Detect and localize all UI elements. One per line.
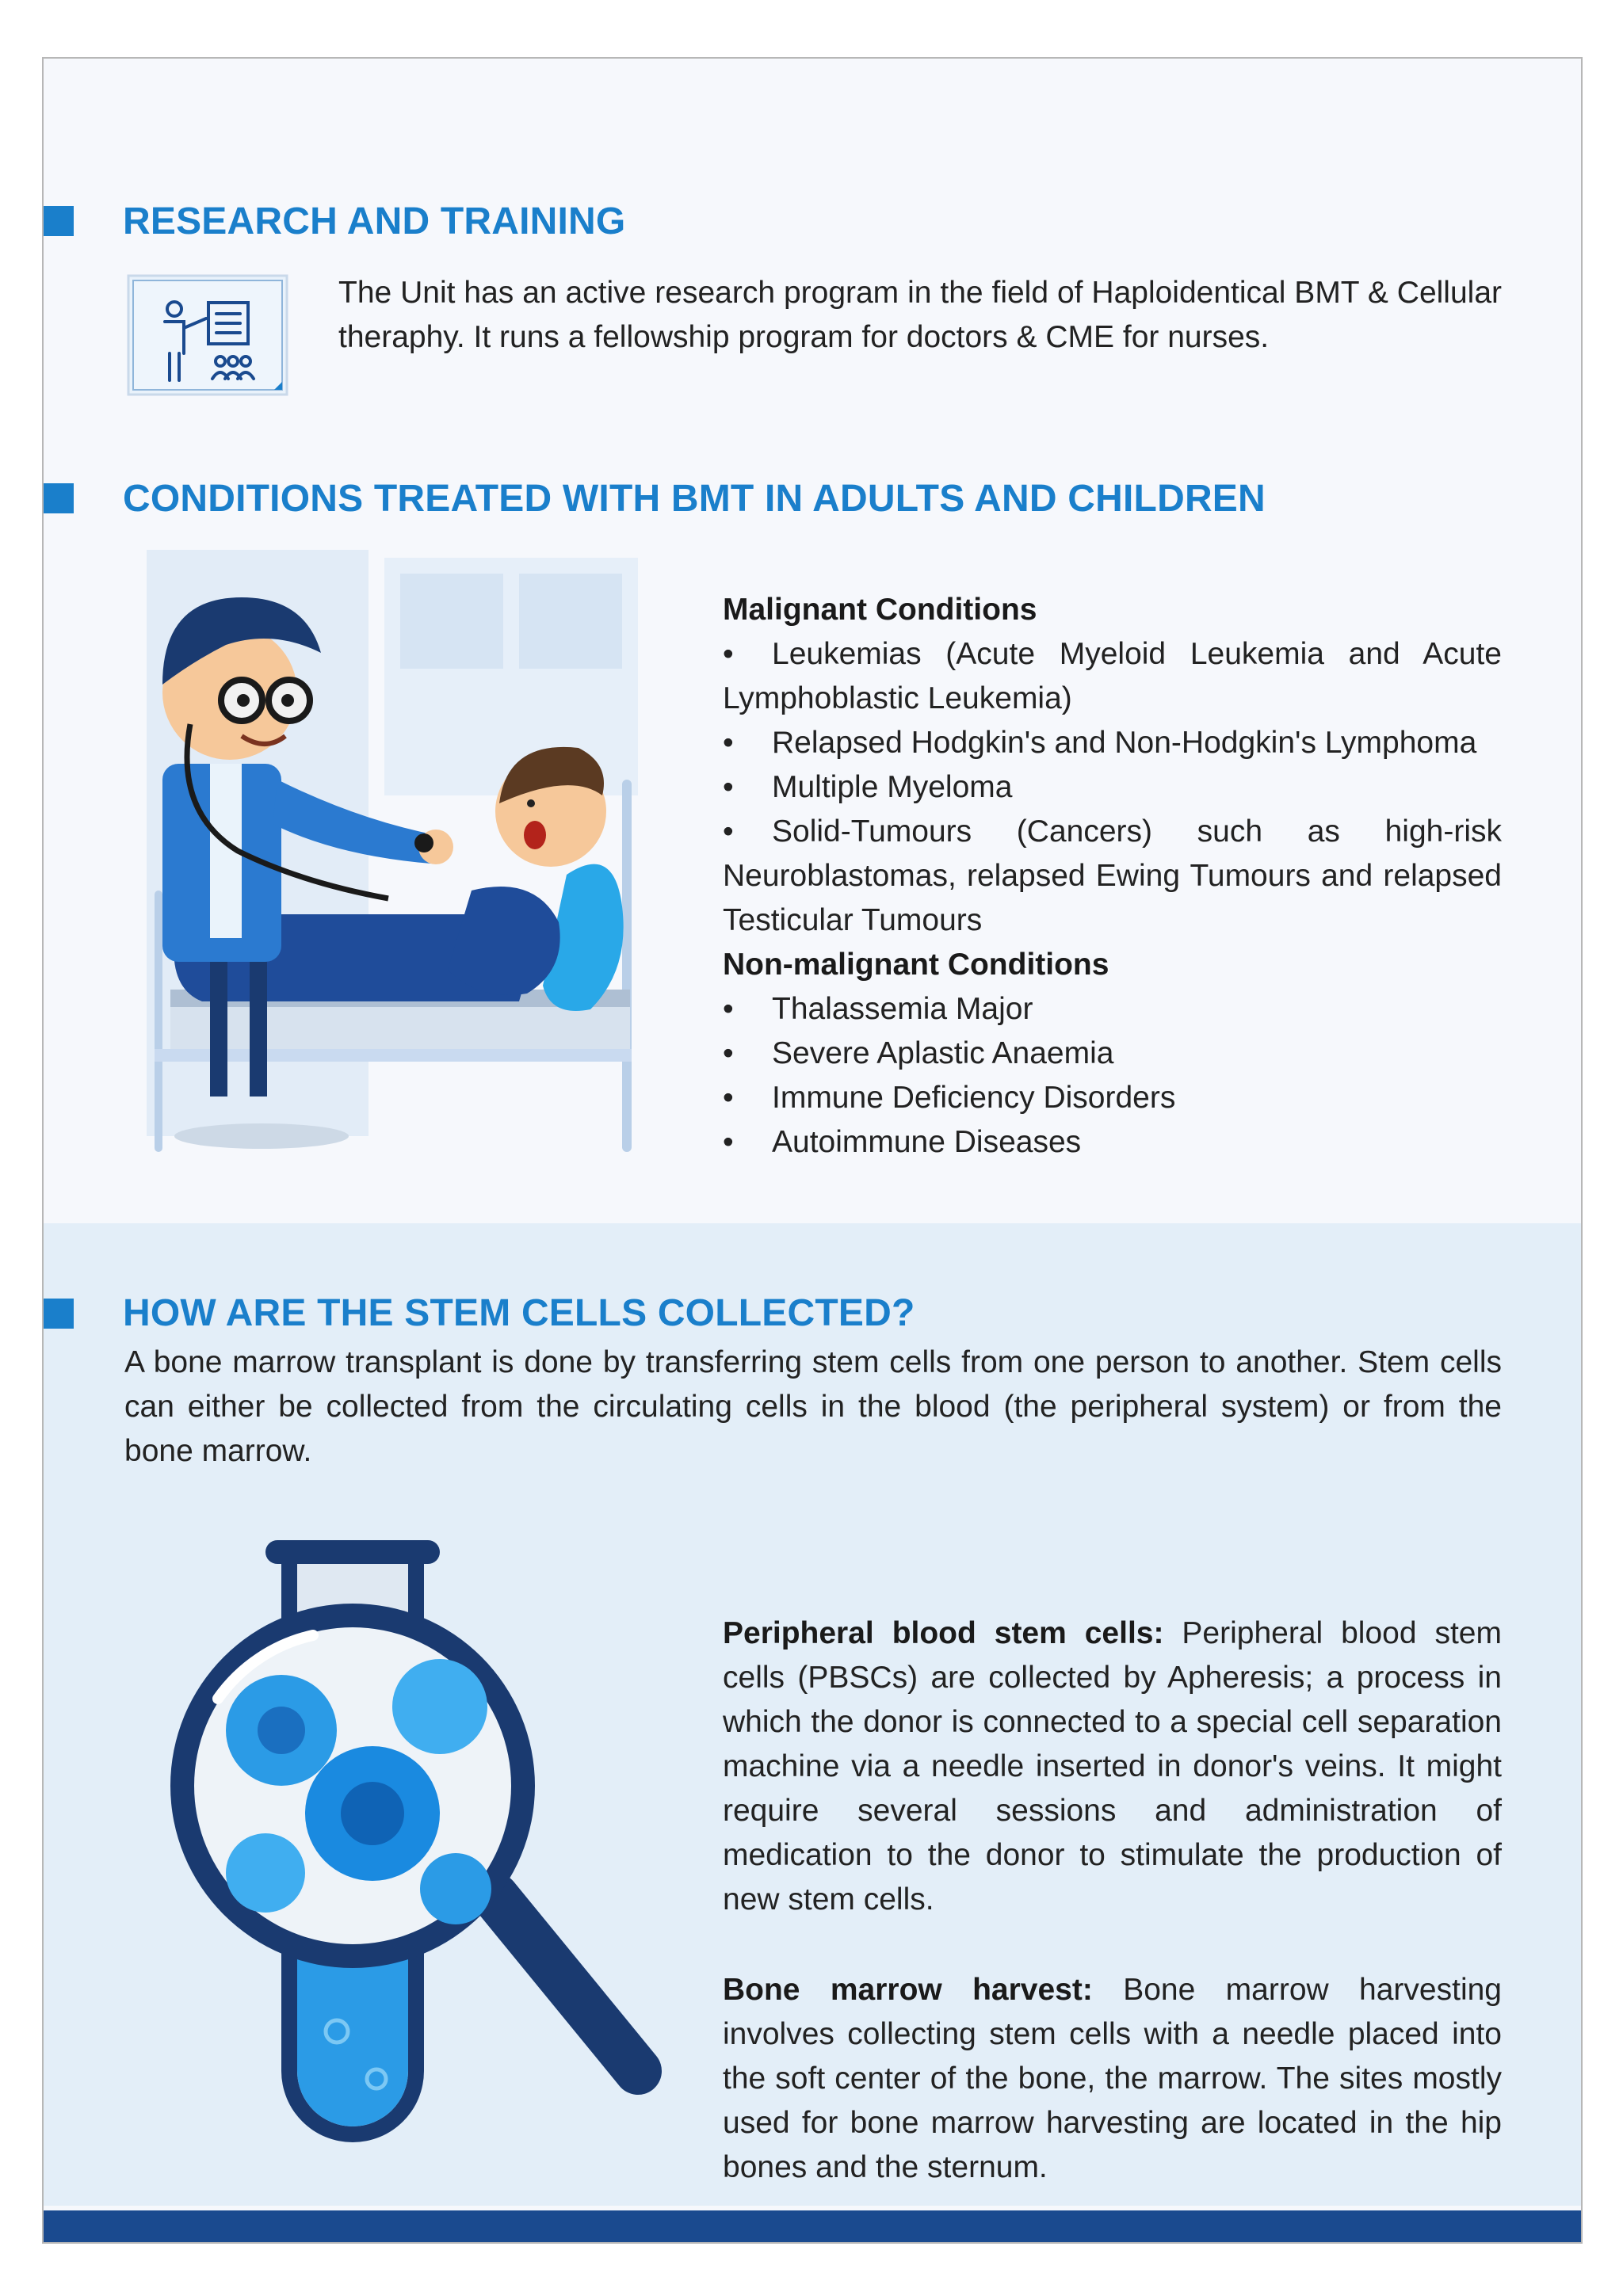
non-malignant-title: Non-malignant Conditions	[723, 948, 1109, 982]
bullet: •	[723, 814, 734, 849]
bm-text: Bone marrow harvesting involves collecting stem cells with a needle placed into the soft center of the bone, the marrow. The sites mostly used for bone marrow harvesting are located in the hip bones and the sternum.	[723, 1973, 1502, 2184]
section-marker	[44, 1299, 74, 1329]
list-item-text: Autoimmune Diseases	[772, 1125, 1082, 1159]
section-marker	[44, 206, 74, 236]
bullet: •	[723, 1036, 734, 1070]
list-item	[723, 1032, 1502, 1076]
research-text: The Unit has an active research program in the field of Haploidentical BMT & Cellular theraphy. It runs a fellowship program for doctors & CME for nurses.	[338, 276, 1502, 354]
malignant-title: Malignant Conditions	[723, 593, 1037, 627]
brochure-page	[42, 57, 1583, 2244]
list-item	[723, 632, 1502, 721]
list-item	[723, 1120, 1502, 1165]
list-item-text: Leukemias (Acute Myeloid Leukemia and Acute Lymphoblastic Leukemia)	[723, 637, 1502, 715]
list-item-text: Relapsed Hodgkin's and Non-Hodgkin's Lymphoma	[772, 726, 1477, 760]
bm-title: Bone marrow harvest:	[723, 1973, 1093, 2007]
collection-heading: HOW ARE THE STEM CELLS COLLECTED?	[123, 1292, 915, 1334]
research-heading: RESEARCH AND TRAINING	[123, 200, 626, 242]
bm-paragraph	[723, 1968, 1502, 2190]
bullet: •	[723, 1125, 734, 1159]
footer-bar	[44, 2210, 1581, 2242]
collection-intro: A bone marrow transplant is done by transferring stem cells from one person to another. Stem cells can either be collected from the circulating cells in the blood (the peripheral system) or from the bone marrow.	[124, 1345, 1502, 1468]
section-marker	[44, 483, 74, 513]
list-item	[723, 1076, 1502, 1120]
list-item	[723, 810, 1502, 943]
research-training-icon	[125, 273, 292, 399]
bullet: •	[723, 637, 734, 671]
list-item-text: Thalassemia Major	[772, 992, 1033, 1026]
list-item-text: Solid-Tumours (Cancers) such as high-risk Neuroblastomas, relapsed Ewing Tumours and relapsed Testicular Tumours	[723, 814, 1502, 937]
test-tube-magnifier-illustration	[170, 1524, 709, 2198]
list-item-text: Multiple Myeloma	[772, 770, 1013, 804]
bullet: •	[723, 726, 734, 760]
list-item	[723, 765, 1502, 810]
list-item	[723, 721, 1502, 765]
conditions-heading: CONDITIONS TREATED WITH BMT IN ADULTS AND CHILDREN	[123, 478, 1266, 520]
list-item-text: Severe Aplastic Anaemia	[772, 1036, 1114, 1070]
conditions-list	[723, 588, 1502, 1165]
doctor-patient-illustration	[123, 542, 678, 1168]
pbsc-title: Peripheral blood stem cells:	[723, 1616, 1164, 1650]
bullet: •	[723, 992, 734, 1026]
bullet: •	[723, 1081, 734, 1115]
list-item	[723, 987, 1502, 1032]
bullet: •	[723, 770, 734, 804]
list-item-text: Immune Deficiency Disorders	[772, 1081, 1176, 1115]
pbsc-text: Peripheral blood stem cells (PBSCs) are collected by Apheresis; a process in which the donor is connected to a special cell separation machine via a needle inserted in donor's veins. It might require several sessions and administration of medication to the donor to stimulate the production of new stem cells.	[723, 1616, 1502, 1917]
pbsc-paragraph	[723, 1611, 1502, 1922]
